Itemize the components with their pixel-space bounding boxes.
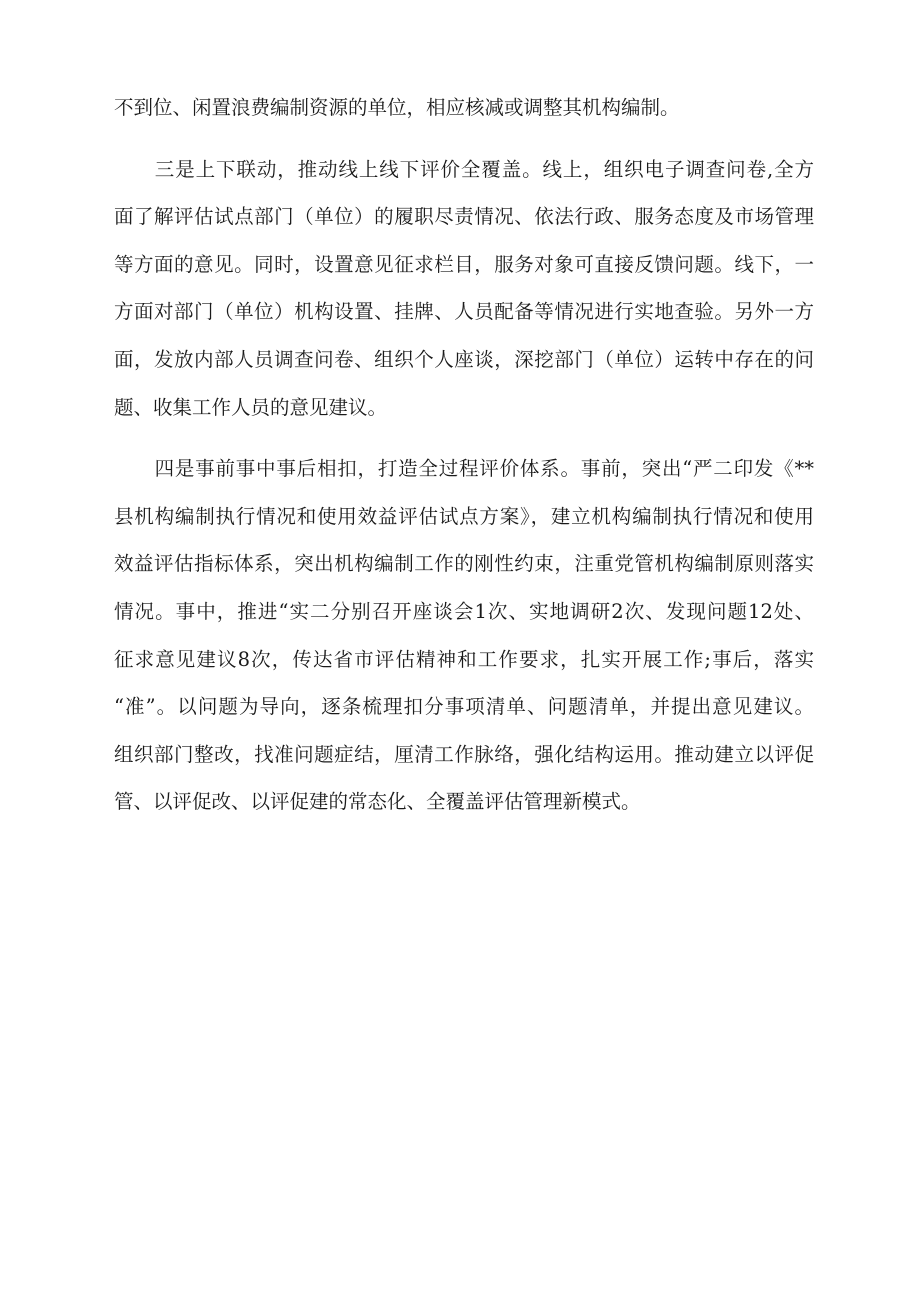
text-line: “准”。以问题为导向，逐条梳理扣分事项清单、问题清单，并提出意见建议。 (114, 695, 814, 719)
text-line: 四是事前事中事后相扣，打造全过程评价体系。事前，突出“严二印发《** (114, 457, 814, 481)
text-line: 等方面的意见。同时，设置意见征求栏目，服务对象可直接反馈问题。线下，一 (114, 252, 814, 276)
text-line: 题、收集工作人员的意见建议。 (114, 395, 388, 419)
paragraph-2 (114, 146, 814, 432)
text-line: 不到位、闲置浪费编制资源的单位，相应核减或调整其机构编制。 (114, 96, 680, 119)
text-line: 征求意见建议8次，传达省市评估精神和工作要求，扎实开展工作;事后，落实 (114, 647, 814, 671)
text-line: 县机构编制执行情况和使用效益评估试点方案》，建立机构编制执行情况和使用 (114, 504, 814, 528)
paragraph-gap (114, 431, 814, 445)
paragraph-3 (114, 445, 814, 826)
document-body (114, 84, 814, 826)
paragraph-gap (114, 132, 814, 146)
text-line: 组织部门整改，找准问题症结，厘清工作脉络，强化结构运用。推动建立以评促 (114, 742, 814, 766)
text-line: 情况。事中，推进“实二分别召开座谈会1次、实地调研2次、发现问题12处、 (114, 599, 814, 623)
text-line: 面了解评估试点部门（单位）的履职尽责情况、依法行政、服务态度及市场管理 (114, 205, 814, 229)
text-line: 效益评估指标体系，突出机构编制工作的刚性约束，注重党管机构编制原则落实 (114, 552, 814, 576)
paragraph-1 (114, 84, 814, 132)
text-line: 管、以评促改、以评促建的常态化、全覆盖评估管理新模式。 (114, 790, 641, 814)
text-line: 三是上下联动，推动线上线下评价全覆盖。线上，组织电子调查问卷,全方 (114, 157, 814, 181)
text-line: 面，发放内部人员调查问卷、组织个人座谈，深挖部门（单位）运转中存在的问 (114, 347, 814, 371)
text-line: 方面对部门（单位）机构设置、挂牌、人员配备等情况进行实地查验。另外一方 (114, 300, 814, 324)
